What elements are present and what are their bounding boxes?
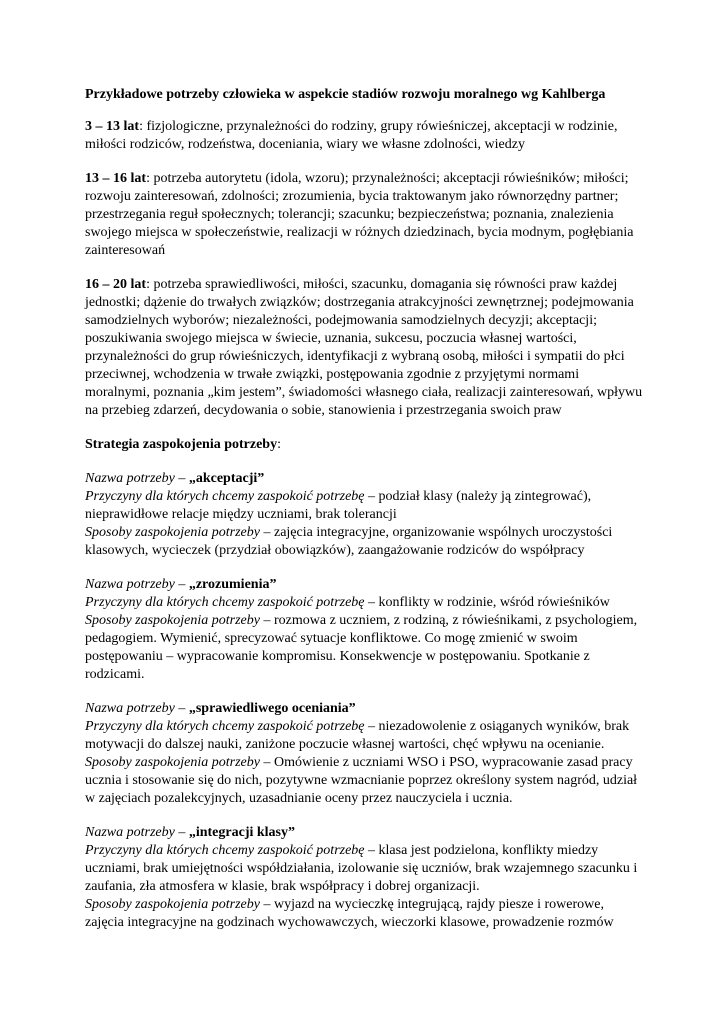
ways-label: Sposoby zaspokojenia potrzeby (85, 613, 260, 628)
need-label: Nazwa potrzeby – (85, 701, 189, 716)
strategy-heading-line (85, 436, 645, 454)
ways-label: Sposoby zaspokojenia potrzeby (85, 755, 260, 770)
ways-text: – wyjazd na wycieczkę integrującą, rajdy piesze i rowerowe, zajęcia integracyjne na godzinach wychowawczych, wieczorki klasowe, prowadzenie rozmów (85, 897, 614, 930)
need-causes (85, 718, 645, 754)
need-label: Nazwa potrzeby – (85, 825, 189, 840)
need-name-line (85, 700, 645, 718)
stage-label: 16 – 20 lat (85, 277, 147, 292)
need-ways (85, 524, 645, 560)
need-name: „integracji klasy” (188, 825, 295, 840)
need-section-3 (85, 700, 645, 808)
stage-label: 13 – 16 lat (85, 171, 147, 186)
need-section-4 (85, 824, 645, 932)
need-section-2 (85, 576, 645, 684)
strategy-heading: Strategia zaspokojenia potrzeby (85, 437, 278, 452)
document-page (85, 86, 645, 948)
need-ways (85, 896, 645, 932)
causes-label: Przyczyny dla których chcemy zaspokoić potrzebę (85, 595, 365, 610)
need-causes (85, 842, 645, 896)
causes-text: – podział klasy (należy ją zintegrować), nieprawidłowe relacje między uczniami, brak tolerancji (85, 489, 592, 522)
causes-text: – niezadowolenie z osiąganych wyników, brak motywacji do dalszej nauki, zaniżone poczucie własnej wartości, chęć wpływu na ocenianie. (85, 719, 630, 752)
need-ways (85, 612, 645, 684)
need-name-line (85, 470, 645, 488)
ways-label: Sposoby zaspokojenia potrzeby (85, 897, 260, 912)
ways-text: – zajęcia integracyjne, organizowanie wspólnych uroczystości klasowych, wycieczek (przydział obowiązków), zaangażowanie rodziców do współpracy (85, 525, 613, 558)
need-name-line (85, 576, 645, 594)
causes-label: Przyczyny dla których chcemy zaspokoić potrzebę (85, 843, 365, 858)
need-name: „akceptacji” (188, 471, 265, 486)
need-name-line (85, 824, 645, 842)
document-title: Przykładowe potrzeby człowieka w aspekcie stadiów rozwoju moralnego wg Kahlberga (85, 87, 606, 102)
stage-text: : potrzeba sprawiedliwości, miłości, szacunku, domagania się równości praw każdej jednostki; dążenie do trwałych związków; dostrzegania atrakcyjności zewnętrznej; podejmowania samodzielnych wyborów; niezależności, podejmowania samodzielnych decyzji; akceptacji; poszukiwania swojego miejsca w świecie, uznania, sukcesu, poczucia własnej wartości, przynależności do grup rówieśniczych, identyfikacji z wybraną osobą, miłości i sympatii do płci przeciwnej, wchodzenia w trwałe związki, postępowania zgodnie z przyjętymi normami moralnymi, poznania „kim jestem”, świadomości własnego ciała, realizacji zainteresowań, wpływu na przebieg zdarzeń, decydowania o sobie, stanowienia i przestrzegania swoich praw (85, 277, 643, 418)
stage-paragraph-2 (85, 170, 645, 260)
strategy-colon: : (277, 437, 281, 452)
stage-label: 3 – 13 lat (85, 119, 140, 134)
ways-label: Sposoby zaspokojenia potrzeby (85, 525, 260, 540)
need-ways (85, 754, 645, 808)
need-label: Nazwa potrzeby – (85, 577, 189, 592)
stage-text: : potrzeba autorytetu (idola, wzoru); przynależności; akceptacji rówieśników; miłości; rozwoju zainteresowań, zdolności; zrozumienia, bycia traktowanym jako równorzędny partner; przestrzegania reguł społecznych; tolerancji; szacunku; bezpieczeństwa; poznania, znalezienia swojego miejsca w społeczeństwie, realizacji w różnych dziedzinach, bycia modnym, pogłębiania zainteresowań (85, 171, 634, 258)
need-name: „zrozumienia” (188, 577, 277, 592)
stage-paragraph-1 (85, 118, 645, 154)
stage-paragraph-3 (85, 276, 645, 420)
causes-text: – klasa jest podzielona, konflikty miedzy uczniami, brak umiejętności współdziałania, izolowanie się uczniów, brak wzajemnego szacunku i zaufania, zła atmosfera w klasie, brak współpracy i dobrej organizacji. (85, 843, 638, 894)
causes-label: Przyczyny dla których chcemy zaspokoić potrzebę (85, 719, 365, 734)
causes-label: Przyczyny dla których chcemy zaspokoić potrzebę (85, 489, 365, 504)
need-causes (85, 488, 645, 524)
need-label: Nazwa potrzeby – (85, 471, 189, 486)
need-name: „sprawiedliwego oceniania” (188, 701, 356, 716)
need-section-1 (85, 470, 645, 560)
need-causes (85, 594, 645, 612)
causes-text: – konflikty w rodzinie, wśród rówieśników (364, 595, 610, 610)
ways-text: – rozmowa z uczniem, z rodziną, z rówieśnikami, z psychologiem, pedagogiem. Wymienić, sprecyzować sytuacje konfliktowe. Co mogę zmienić w swoim postępowaniu – wypracowanie kompromisu. Konsekwencje w postępowaniu. Spotkanie z rodzicami. (85, 613, 638, 682)
stage-text: : fizjologiczne, przynależności do rodziny, grupy rówieśniczej, akceptacji w rodzinie, miłości rodziców, rodzeństwa, doceniania, wiary we własne zdolności, wiedzy (85, 119, 618, 152)
ways-text: – Omówienie z uczniami WSO i PSO, wypracowanie zasad pracy ucznia i stosowanie się do nich, pozytywne wzmacnianie poprzez określony system nagród, udział w zajęciach pozalekcyjnych, uzasadnianie oceny przez nauczyciela i ucznia. (85, 755, 638, 806)
